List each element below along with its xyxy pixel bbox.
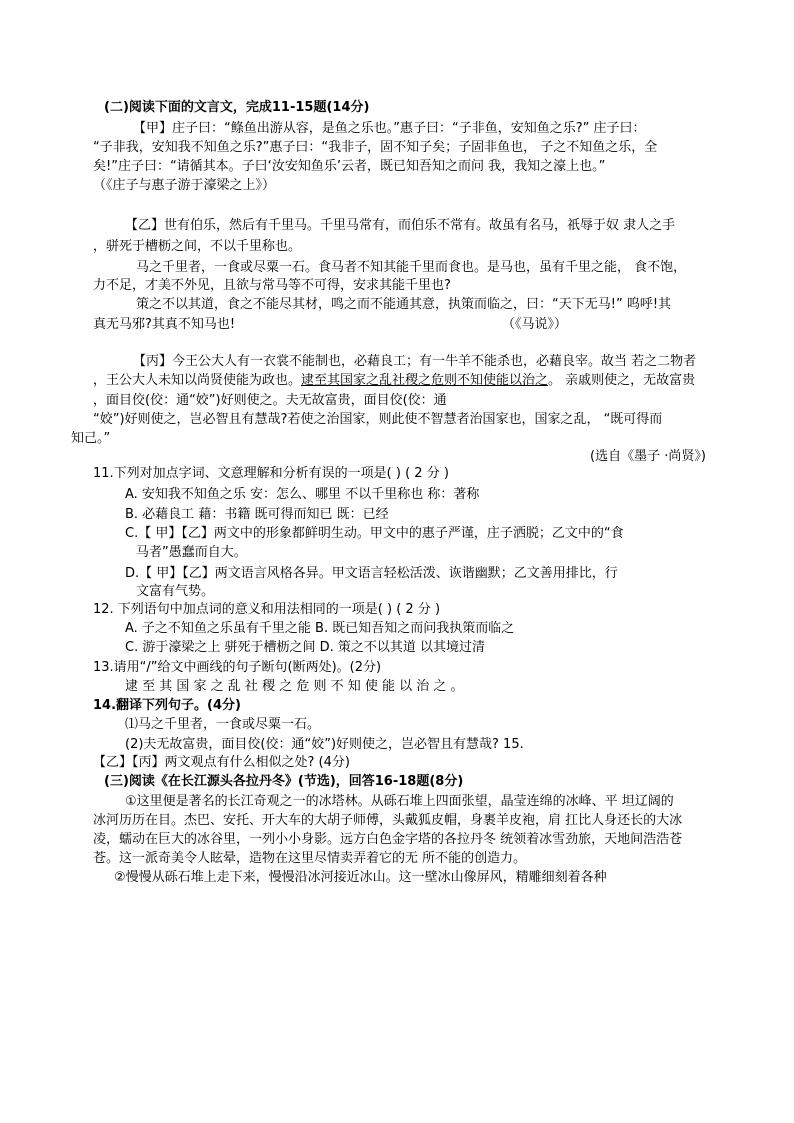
yi-line-4: 力不足，才美不外见，且欲与常马等不可得，安求其能千里也? bbox=[93, 278, 451, 293]
q15-stem: 【乙】【丙】两文观点有什么相似之处? (4分) bbox=[93, 755, 350, 770]
q14-sentence-1: ⑴马之千里者，一食或尽粟一石。 bbox=[125, 717, 321, 732]
yi-source: （《马说》） bbox=[502, 317, 568, 332]
q11-option-a: A. 安知我不知鱼之乐 安：怎么、哪里 不以千里称也 称：著称 bbox=[125, 487, 480, 502]
q11-option-b: B. 必藉良工 藉：书籍 既可得而知已 既：已经 bbox=[125, 507, 389, 522]
q11-option-d-line1: D.【 甲】【乙】两文语言风格各异。甲文语言轻松活泼、诙谐幽默；乙文善用排比，行 bbox=[125, 566, 618, 581]
s3-p1-line-3: 凌，蠕动在巨大的冰谷里，一列小小身影。远方白色金字塔的各拉丹冬 统领着冰雪劲旅，天地间浩浩苍 bbox=[93, 832, 683, 847]
q14-sentence-2: (2)夫无故富贵，面目佼(佼：通“姣”)好则使之，岂必智且有慧哉? 15. bbox=[125, 737, 524, 752]
q14-stem: 14.翻译下列句子。(4分) bbox=[93, 698, 241, 713]
q12-options-cd: C. 游于濠梁之上 骈死于槽枥之间 D. 策之不以其道 以其境过清 bbox=[125, 640, 486, 655]
bing-line-2-tail: 。 亲戚则使之，无故富贵 bbox=[548, 373, 696, 388]
q12-options-ab: A. 子之不知鱼之乐虽有千里之能 B. 既已知吾知之而问我执策而临之 bbox=[125, 621, 515, 636]
bing-line-3: ，面目佼(佼：通“姣”)好则使之。夫无故富贵，面目佼(佼：通 bbox=[93, 393, 447, 408]
q13-stem: 13.请用“/”给文中画线的句子断句(断两处)。(2分) bbox=[93, 660, 382, 675]
q12-stem: 12. 下列语句中加点词的意义和用法相同的一项是( ) ( 2 分 ) bbox=[93, 602, 441, 617]
q11-option-d-line2: 文富有气势。 bbox=[136, 584, 215, 599]
s3-p1-line-2: 冰河历历在目。杰巴、安托、开大车的大胡子师傅，头戴狐皮帽，身裹羊皮袍，肩 扛比人身还长的大冰 bbox=[93, 813, 683, 828]
yi-line-3: 马之千里者，一食或尽粟一石。食马者不知其能千里而食也。是马也，虽有千里之能， 食不饱， bbox=[136, 260, 687, 275]
yi-line-2: ，骈死于槽枥之间，不以千里称也。 bbox=[93, 239, 302, 254]
s3-p1-line-1: ①这里便是著名的长江奇观之一的冰塔林。从砾石堆上四面张望，晶莹连绵的冰峰、平 坦辽阔的 bbox=[125, 794, 674, 809]
s3-p2-line-1: ②慢慢从砾石堆上走下来，慢慢沿冰河接近冰山。这一壁冰山像屏风，精雕细刻着各种 bbox=[114, 870, 607, 885]
bing-source: (选自《墨子 ·尚贤》) bbox=[590, 449, 706, 464]
underlined-sentence: 逮至其国家之乱社稷之危则不知使能以治之 bbox=[301, 373, 549, 388]
section2-heading: (二)阅读下面的文言文，完成11-15题(14分) bbox=[104, 100, 370, 115]
bing-line-2-text: ，王公大人未知以尚贤使能为政也。 bbox=[93, 373, 302, 388]
q13-sentence: 逮 至 其 国 家 之 乱 社 稷 之 危 则 不 知 使 能 以 治 之 。 bbox=[125, 679, 464, 694]
q11-option-c-line2: 马者”愚蠢而自大。 bbox=[136, 545, 247, 560]
yi-line-1: 【乙】世有伯乐，然后有千里马。千里马常有，而伯乐不常有。故虽有名马，祇辱于奴 隶人之手 bbox=[125, 218, 676, 233]
jia-line-2: “子非我，安知我不知鱼之乐?”惠子曰：“我非子，固不知子矣；子固非鱼也， 子之不知鱼之乐，全 bbox=[93, 140, 658, 155]
yi-line-5: 策之不以其道，食之不能尽其材，鸣之而不能通其意，执策而临之，曰：“天下无马!” 呜呼!其 bbox=[136, 297, 672, 312]
section3-heading: (三)阅读《在长江源头各拉丹冬》(节选)，回答16-18题(8分) bbox=[104, 774, 464, 789]
s3-p1-line-4: 苍。这一派奇美令人眩晕，造物在这里尽情卖弄着它的无 所不能的创造力。 bbox=[93, 851, 527, 866]
bing-line-4: “姣”)好则使之，岂必智且有慧哉?若使之治国家，则此使不智慧者治国家也，国家之乱， “既可得而 bbox=[93, 412, 663, 427]
q11-stem: 11.下列对加点字词、文意理解和分析有误的一项是( ) ( 2 分 ) bbox=[93, 466, 449, 481]
bing-line-2-part1 bbox=[93, 371, 695, 391]
jia-line-1: 【甲】庄子曰：“鲦鱼出游从容，是鱼之乐也。”惠子曰：“子非鱼，安知鱼之乐?” 庄子曰： bbox=[133, 121, 646, 136]
bing-line-1: 【丙】今王公大人有一衣裳不能制也，必藉良工；有一牛羊不能杀也，必藉良宰。故当 若之二物者 bbox=[133, 354, 697, 369]
bing-line-5: 知己。” bbox=[71, 431, 111, 446]
yi-line-6: 真无马邪?其真不知马也! bbox=[93, 317, 236, 332]
q11-option-c-line1: C.【 甲】【乙】两文中的形象都鲜明生动。甲文中的惠子严谨，庄子洒脱；乙文中的“食 bbox=[125, 526, 624, 541]
jia-line-3: 矣!”庄子曰：“请循其本。子曰‘汝安知鱼乐’云者，既已知吾知之而问 我，我知之濠上也。” bbox=[93, 159, 606, 174]
jia-source: （《庄子与惠子游于濠梁之上》） bbox=[93, 178, 276, 193]
